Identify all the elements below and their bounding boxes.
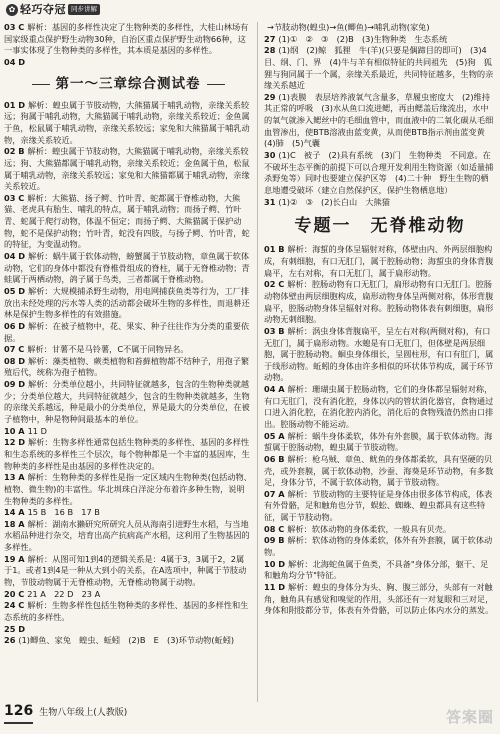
answer-text: 解析：蝗虫属于节肢动物，大熊猫属于哺乳动物，亲缘关系较远；狗、大熊猫都属于哺乳动物，亲缘关系较近；金鱼属于鱼，松鼠属于哺乳动物，亲缘关系较远；家兔和大熊猫都属于哺乳动物，亲缘关系较近。 (4, 146, 250, 192)
left-column (4, 22, 252, 647)
page-label: 生物八年级上(人教版) (39, 707, 128, 718)
answer-text: (1)鲫鱼、家兔 蝗虫、蚯蚓 (2)B E (3)环节动物(蚯蚓) (18, 635, 235, 646)
answer-entry (4, 321, 252, 344)
question-number: 28 (264, 45, 276, 56)
question-number: 24 C (4, 600, 25, 611)
question-number: 27 (264, 33, 276, 44)
question-number: 03 C (4, 192, 25, 203)
answer-text: (1)表膜 表层培养液氧气含量多，草履虫密度大 (2)维持其正常的呼吸 (3)水从鱼口流进鳃，再由鳃盖后缘流出，水中的氧气就渗入鳃丝中的毛细血管中，而血液中的二氧化碳从毛细血管渗出，使BTB溶液由蓝变黄，从而使BTB指示剂由蓝变黄 (4)肺 (5)气囊 (264, 91, 494, 149)
question-number: 12 D (4, 437, 26, 448)
answer-text: 解析：蜗牛属于软体动物，螃蟹属于节肢动物，章鱼属于软体动物，它们的身体中都没有脊椎骨组成的脊柱，属于无脊椎动物；青蛙属于两栖动物，鸽子属于鸟类，三者都属于脊椎动物。 (4, 251, 250, 285)
question-number: 13 A (4, 472, 25, 483)
answer-entry (4, 193, 252, 251)
answer-entry (264, 34, 496, 46)
question-number: 06 D (4, 320, 26, 331)
answer-entry (264, 197, 496, 209)
question-number: 01 B (264, 244, 285, 255)
answer-text: 解析：生物种类的多样性是指一定区域内生物种类(包括动物、植物、微生物)的丰富性。华北圳珠白洋淀分布着许多种生物，说明生物种类的多样性。 (4, 472, 252, 506)
answer-entry (264, 582, 496, 617)
answer-entry (4, 251, 252, 286)
left-top-entries (4, 22, 252, 69)
question-number: 19 A (4, 553, 25, 564)
question-number: 20 C (4, 588, 25, 599)
question-number: 07 A (264, 488, 285, 499)
answer-entry (4, 437, 252, 472)
left-entries (4, 100, 252, 647)
answer-entry (4, 57, 252, 69)
question-number: 04 D (4, 251, 26, 262)
answer-entry (264, 150, 496, 197)
brand-tag: 同步讲解 (68, 4, 100, 15)
answer-entry (4, 472, 252, 507)
answer-entry (264, 326, 496, 384)
question-number: 29 (264, 91, 276, 102)
question-number: 04 D (4, 56, 26, 67)
question-number: 02 C (264, 279, 285, 290)
answer-entry (4, 379, 252, 426)
question-number: 03 B (264, 325, 285, 336)
answer-entry (264, 22, 496, 34)
answer-entry (4, 100, 252, 147)
answer-text: 解析：湖南水獭研究所研究人员从海南引进野生水稻，与当地水稻品种进行杂交，培育出高产抗病高产水稻，这利用了生物基因的多样性。 (4, 518, 250, 553)
question-number: 25 D (4, 623, 26, 634)
answer-entry (264, 431, 496, 454)
answer-entry (264, 524, 496, 536)
column-divider (257, 22, 258, 702)
answer-text: 21 A 22 D 23 A (27, 588, 101, 599)
answer-entry (4, 286, 252, 321)
answer-text: 解析：枪乌贼、章鱼、鱿鱼的身体都柔软，具有坚硬的贝壳，或外套膜，属于软体动物，沙蚕、海葵是环节动物，有多数足，身体分节，不属于软体动物，属于节肢动物。 (264, 453, 494, 488)
brand-name: 轻巧夺冠 (20, 3, 66, 16)
question-number: 03 C (4, 22, 25, 32)
answer-text: 解析：大熊猫、扬子鳄、竹叶青、蛇都属于脊椎动物，大熊猫、老虎具有胎生、哺乳的特点，属于哺乳动物；而扬子鳄、竹叶青、蛇属于爬行动物，体温不恒定；而扬子鳄、大熊猫属于保护动物，蛇不是保护动物；竹叶青，蛇没有四肢，与扬子鳄、竹叶青，蛇的特征，为变温动物。 (4, 192, 250, 250)
question-number: 11 D (264, 581, 286, 592)
answer-entry (4, 507, 252, 519)
answer-entry (4, 344, 252, 356)
question-number: 07 C (4, 344, 25, 355)
answer-entry (4, 589, 252, 601)
answer-text: 解析：蝗虫属于节肢动物，大熊猫属于哺乳动物，亲缘关系较远；狗属于哺乳动物，大熊猫属于哺乳动物，亲缘关系较近；金鱼属于鱼，松鼠属于哺乳动物，亲缘关系较远；家兔和大熊猫属于哺乳动物，亲缘关系较近。 (4, 99, 250, 145)
answer-entry (264, 559, 496, 582)
right-top-entries (264, 22, 496, 208)
question-number: 14 A (4, 507, 25, 518)
answer-text: (1)C 被子 (2)具有系统 (3)门 生物种类 不同意。在不破坏生态平衡的前提下可以合理开发利用生物资源（如适量捕杀野兔等）同时也要建立保护区等 (4)二十种 野生生物的栖息地遭受破坏（建立自然保护区，保护生物栖息地） (264, 150, 494, 195)
answer-entry (264, 92, 496, 150)
answer-text: (1)纲 (2)鲸 狐狸 牛(羊)(只要是偶蹄目的即可) (3)4 目、纲、门、界 (4)牛与羊有相似特征的共同祖先 (5)狗 狐狸与狗同属于一个属，亲缘关系最近，共同特征越多，生物的亲缘关系越近 (264, 45, 495, 91)
answer-text: 解析：海蜇的身体呈辐射对称，体壁由内、外两层细胞构成，有刺细胞，有口无肛门，属于腔肠动物；海蜇虫的身体背腹扁平，左右对称，有口无肛门，属于扁形动物。 (264, 244, 494, 278)
answer-text: 解析：甘薯不是马铃薯，C不属于同物异名。 (27, 344, 189, 355)
answer-entry (4, 554, 252, 589)
question-number: 08 C (264, 523, 285, 534)
answer-text: 解析：珊瑚虫属于腔肠动物，它们的身体都呈辐射对称，有口无肛门，没有消化腔，身体以内的管状消化器官，食物通过口进入消化腔，在消化腔内消化，消化后的食物残渣仍然由口排出。腔肠动物不能运动。 (264, 384, 494, 429)
watermark: 答案圈 (445, 707, 494, 726)
answer-text: 解析：生物多样性包括生物种类的多样性、基因的多样性和生态系统的多样性。 (4, 600, 249, 622)
answer-entry (4, 356, 252, 379)
question-number: 26 (4, 635, 16, 646)
question-number: 01 D (4, 99, 26, 110)
answer-text: 解析：在被子植物中，花、果实、种子往往作为分类的重要依据。 (4, 320, 250, 343)
page-number: 126 (4, 702, 33, 724)
answer-text: →节肢动物(蝗虫)→鱼(鲫鱼)→哺乳动物(家兔) (267, 22, 430, 32)
answer-entry (4, 426, 252, 438)
answer-entry (264, 279, 496, 326)
question-number: 09 B (264, 535, 285, 546)
question-number: 02 B (4, 146, 25, 157)
answer-entry (264, 489, 496, 524)
answer-text: 解析：蜗牛身体柔软，体外有外套膜，属于软体动物。海蜇属于腔肠动物，蝗虫属于节肢动物。 (264, 430, 493, 453)
answer-text: 解析：基因的多样性决定了生物种类的多样性，大桂山林场有国家级重点保护野生动物30种，自治区重点保护野生动物66种，这一事实体现了生物种类的多样性，其本质是基因的多样性。 (4, 22, 249, 56)
question-number: 30 (264, 150, 276, 161)
answer-text: 解析：蝗虫的身体分为头、胸、腹三部分，头部有一对触角，触角具有感觉和嗅觉的作用，头部还有一对复眼和三对足，身体和附肢都分节，体表有外骨骼，可以防止体内水分的蒸发。 (264, 581, 494, 616)
answer-entry (264, 384, 496, 431)
answer-text: (1)② ③ (2)长白山 大熊猫 (278, 196, 390, 207)
answer-entry (264, 244, 496, 279)
answer-text: 15 B 16 B 17 B (27, 507, 100, 518)
question-number: 08 D (4, 355, 26, 366)
section-title-left: 第一～三章综合测试卷 (4, 75, 252, 94)
answer-text: 解析：从图可知1到4的逻辑关系是：4属于3，3属于2，2属于1。或者1到4是一种从大到小的关系，在A选项中，种属于节肢动物，节肢动物属于无脊椎动物，无脊椎动物属于动物。 (4, 553, 247, 587)
right-entries (264, 244, 496, 617)
section-title-right: 专题一 无脊椎动物 (294, 216, 466, 237)
answer-text: 解析：节肢动物的主要特征是身体由很多体节构成，体表有外骨骼，足和触角也分节，蜈蚣、蜘蛛、蝗虫都具有这些特征，属于节肢动物。 (264, 488, 493, 523)
answer-text: 解析：大规模捕杀野生动物，用电网捕获鱼类等行为，工厂排放出未经处理的污水等人类的活动都会破坏生物的多样性，而退耕还林是保护生物多样性的有效措施。 (4, 285, 250, 320)
answer-text: 解析：腔肠动物有口无肛门，扁形动物有口无肛门。腔肠动物体壁由两层细胞构成，扁形动物身体呈两侧对称，体形背腹扁平，腔肠动物身体呈辐射对称。腔肠动物体表有刺细胞，扁形动物无刺细胞。 (264, 279, 494, 325)
question-number: 05 A (264, 430, 285, 441)
answer-text: 解析：软体动物的身体柔软，一般具有贝壳。 (287, 523, 452, 534)
question-number: 05 D (4, 285, 26, 296)
answer-text: 解析：分类单位越小，共同特征就越多，包含的生物种类就越少；分类单位越大，共同特征就越少，包含的生物种类就越多，生物的亲缘关系越远，种是最小的分类单位，界是最大的分类单位，在被子植物中，种是物种间最基本的单位。 (4, 379, 250, 425)
page-header (4, 2, 496, 22)
answer-entry (4, 600, 252, 623)
answer-entry (4, 624, 252, 636)
answer-text: 解析：涡虫身体背腹扁平，呈左右对称(两侧对称)，有口无肛门，属于扁形动物。水螅是有口无肛门，但体壁是两层细胞，属于腔肠动物。蛔虫身体细长，呈圆柱形，有口有肛门，属于线形动物。蚯蚓的身体由许多相似的环状体节构成，属于环节动物。 (264, 325, 494, 383)
brand-logo-icon: ✿ (6, 4, 18, 16)
answer-text: 解析：软体动物的身体柔软，体外有外套膜，属于软体动物。 (264, 535, 493, 558)
right-column (264, 22, 496, 617)
question-number: 10 D (264, 558, 286, 569)
question-number: 31 (264, 196, 276, 207)
question-number: 04 A (264, 384, 285, 395)
answer-text: (1)① ② ③ (2)B (3)生物种类 生态系统 (278, 33, 448, 44)
answer-text: 解析：北海蛇鱼属于鱼类，不具备"身体分部，躯干、足和触角均分节"特征。 (264, 558, 489, 581)
brand (6, 2, 100, 18)
answer-entry (4, 22, 252, 57)
answer-entry (264, 535, 496, 558)
answer-text: 解析：生物多样性通常包括生物种类的多样性、基因的多样性和生态系统的多样性三个层次，每个物种都是一个丰富的基因库，生物种类的多样性是由基因的多样性决定的。 (4, 437, 250, 471)
answer-text: 解析：藻类植物、蕨类植物和苔藓植物都不结种子，用孢子繁殖后代，统称为孢子植物。 (4, 355, 250, 378)
answer-entry (4, 635, 252, 647)
question-number: 06 B (264, 453, 285, 464)
answer-entry (4, 146, 252, 193)
answer-entry (4, 519, 252, 554)
answer-entry (264, 45, 496, 92)
question-number: 18 A (4, 518, 25, 529)
question-number: 09 D (4, 379, 26, 390)
page-footer (4, 702, 127, 724)
question-number: 10 A (4, 425, 25, 436)
answer-text: 11 D (27, 425, 47, 436)
answer-entry (264, 454, 496, 489)
